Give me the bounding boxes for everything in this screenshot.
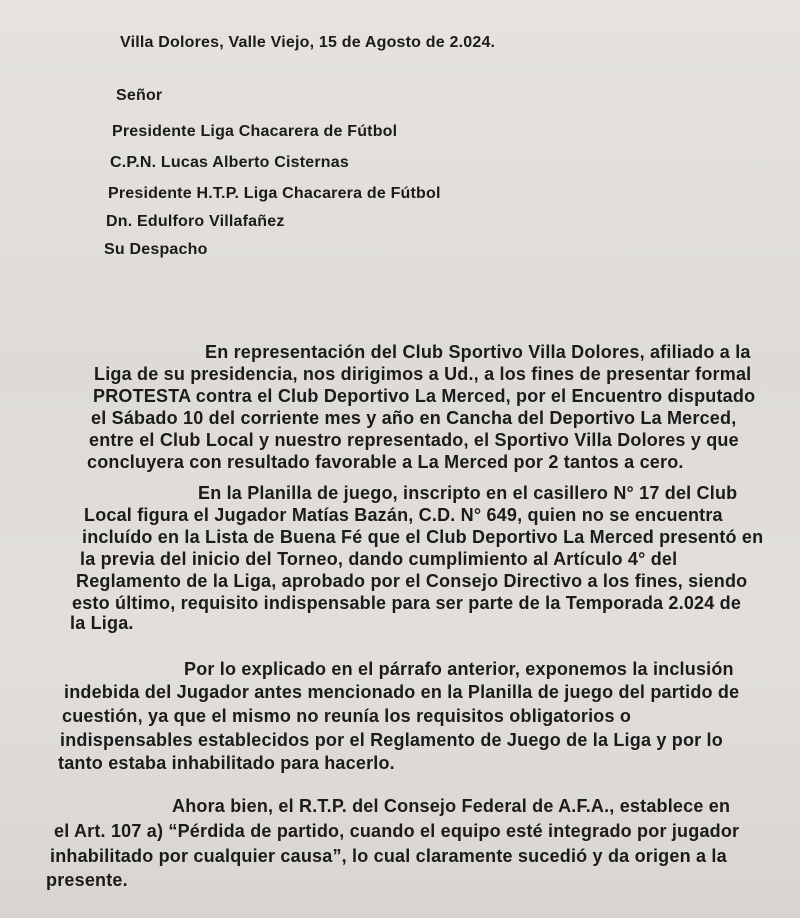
place-date: Villa Dolores, Valle Viejo, 15 de Agosto de 2.024. — [120, 34, 496, 51]
paragraph-4-line: el Art. 107 a) “Pérdida de partido, cuando el equipo esté integrado por jugador — [54, 821, 740, 841]
addressee-line-5: Su Despacho — [104, 241, 208, 258]
paragraph-2-line: Reglamento de la Liga, aprobado por el Consejo Directivo a los fines, siendo — [76, 571, 748, 591]
greeting: Señor — [116, 87, 163, 104]
paragraph-2-line: Local figura el Jugador Matías Bazán, C.D. N° 649, quien no se encuentra — [84, 505, 723, 525]
paragraph-4-line: Ahora bien, el R.T.P. del Consejo Federal de A.F.A., establece en — [172, 796, 731, 816]
paragraph-2-line: En la Planilla de juego, inscripto en el casillero N° 17 del Club — [198, 483, 738, 503]
paragraph-2-line: la Liga. — [70, 613, 134, 633]
paragraph-3-line: tanto estaba inhabilitado para hacerlo. — [58, 753, 395, 773]
paragraph-1-line: el Sábado 10 del corriente mes y año en Cancha del Deportivo La Merced, — [91, 408, 737, 428]
paragraph-1-line: Liga de su presidencia, nos dirigimos a Ud., a los fines de presentar formal — [94, 364, 752, 384]
addressee-line-1: Presidente Liga Chacarera de Fútbol — [112, 123, 398, 140]
paragraph-2-line: esto último, requisito indispensable para ser parte de la Temporada 2.024 de — [72, 593, 742, 613]
paragraph-1-line: entre el Club Local y nuestro representado, el Sportivo Villa Dolores y que — [89, 430, 739, 450]
addressee-line-2: C.P.N. Lucas Alberto Cisternas — [110, 154, 349, 171]
paragraph-3-line: cuestión, ya que el mismo no reunía los requisitos obligatorios o — [62, 706, 632, 726]
paragraph-1-line: En representación del Club Sportivo Villa Dolores, afiliado a la — [205, 342, 751, 362]
paragraph-1-line: PROTESTA contra el Club Deportivo La Merced, por el Encuentro disputado — [93, 386, 756, 406]
paragraph-1-line: concluyera con resultado favorable a La Merced por 2 tantos a cero. — [87, 452, 684, 472]
paragraph-3-line: indispensables establecidos por el Reglamento de Juego de la Liga y por lo — [60, 730, 723, 750]
addressee-line-3: Presidente H.T.P. Liga Chacarera de Fútbol — [108, 185, 441, 202]
paragraph-4-line: presente. — [46, 870, 128, 890]
paragraph-3-line: indebida del Jugador antes mencionado en la Planilla de juego del partido de — [64, 682, 740, 702]
paragraph-2-line: la previa del inicio del Torneo, dando cumplimiento al Artículo 4° del — [80, 549, 678, 569]
paragraph-3-line: Por lo explicado en el párrafo anterior, exponemos la inclusión — [184, 659, 734, 679]
addressee-line-4: Dn. Edulforo Villafañez — [106, 213, 285, 230]
paragraph-4-line: inhabilitado por cualquier causa”, lo cual claramente sucedió y da origen a la — [50, 846, 727, 866]
paragraph-2-line: incluído en la Lista de Buena Fé que el Club Deportivo La Merced presentó en — [82, 527, 764, 547]
